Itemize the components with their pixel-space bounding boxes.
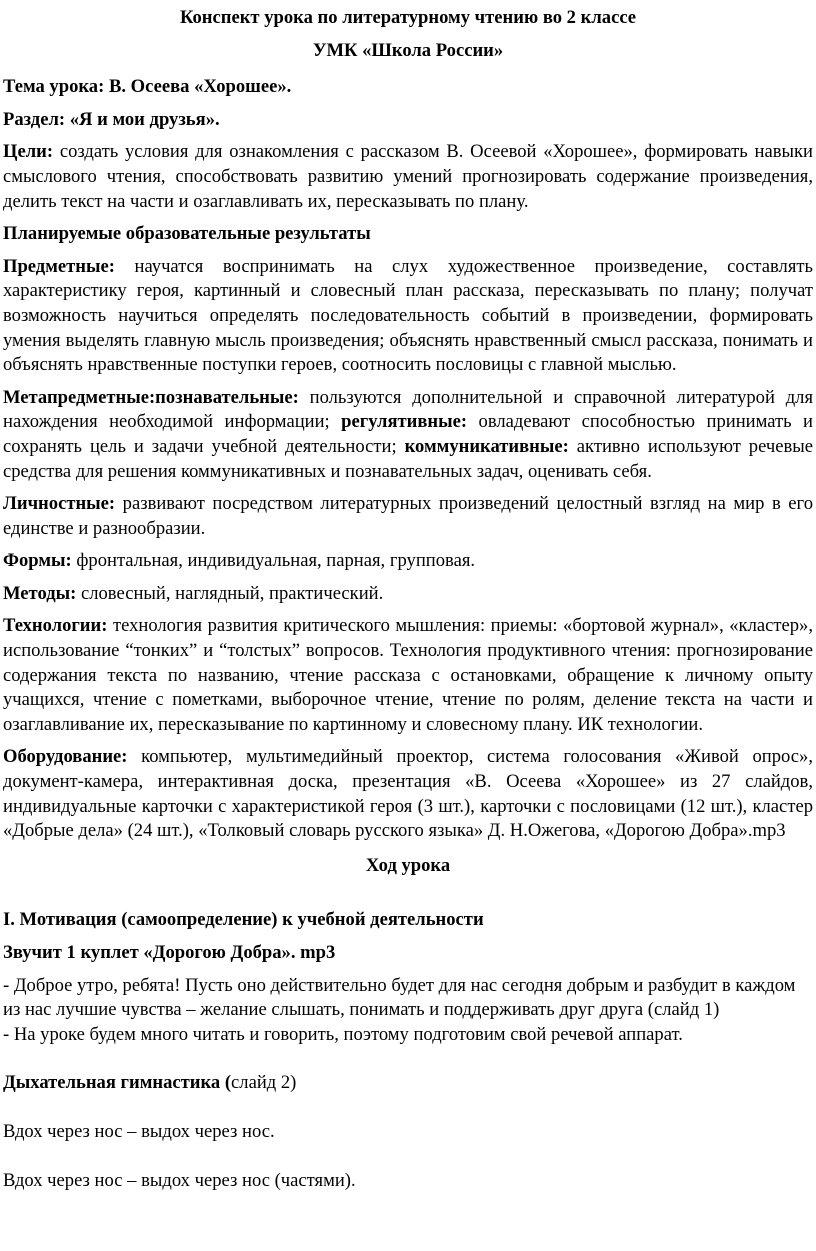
technologies-paragraph bbox=[3, 614, 813, 737]
subject-text: научатся воспринимать на слух художественное произведение, составлять характеристику героя, картинный и словесный план рассказа, пересказывать по плану; получат возможность научиться определять последовательность событий в произведении, формировать умения выделять главную мысль произведения; объяснять нравственный смысл рассказа, понимать и объяснять нравственные поступки героев, соотносить пословицы с главной мыслью. bbox=[3, 255, 813, 376]
forms-label: Формы: bbox=[3, 550, 72, 572]
lesson-flow-heading: Ход урока bbox=[365, 854, 451, 876]
technologies-label: Технологии: bbox=[3, 615, 108, 637]
stage1-heading-text: I. Мотивация (самоопределение) к учебной деятельности bbox=[3, 909, 484, 931]
personal-label: Личностные: bbox=[3, 493, 116, 515]
topic-line bbox=[3, 75, 813, 100]
methods-line bbox=[3, 582, 813, 607]
equipment-paragraph bbox=[3, 745, 813, 843]
subject-label: Предметные: bbox=[3, 255, 115, 277]
planned-results-heading bbox=[3, 222, 813, 247]
song-text: Звучит 1 куплет «Дорогою Добра». mp3 bbox=[3, 942, 336, 963]
meta-results-paragraph bbox=[3, 386, 813, 484]
planned-results-text: Планируемые образовательные результаты bbox=[3, 223, 371, 245]
equipment-text: компьютер, мультимедийный проектор, система голосования «Живой опрос», документ-камера, интерактивная доска, презентация «В. Осеева «Хорошее» из 27 слайдов, индивидуальные карточки с характеристикой героя (3 шт.), карточки с пословицами (12 шт.), кластер «Добрые дела» (24 шт.), «Толковый словарь русского языка» Д. Н.Ожегова, «Дорогою Добра».mp3 bbox=[3, 746, 813, 842]
topic-value: В. Осеева «Хорошее». bbox=[104, 76, 292, 98]
document-title: Конспект урока по литературному чтению во 2 классе bbox=[179, 7, 637, 28]
meta-text-cognitive: пользуются дополнительной и справочной литературой для нахождения необходимой информации; bbox=[3, 386, 813, 433]
greeting-paragraph: - Доброе утро, ребята! Пусть оно действительно будет для нас сегодня добрым и разбудит в каждом из нас лучшие чувства – желание слышать, понимать и поддерживать друг друга (слайд 1) bbox=[3, 974, 796, 1021]
song-line bbox=[3, 941, 813, 966]
stage1-heading bbox=[3, 908, 813, 933]
meta-text-communicative: активно используют речевые средства для решения коммуникативных и познавательных задач, оценивать себя. bbox=[3, 435, 813, 482]
umk-line: УМК «Школа России» bbox=[312, 39, 504, 61]
section-text: Раздел: «Я и мои друзья». bbox=[3, 108, 220, 130]
goals-label: Цели: bbox=[3, 141, 54, 163]
forms-line bbox=[3, 549, 813, 574]
meta-label-communicative: коммуникативные: bbox=[404, 435, 569, 457]
meta-label-cognitive: Метапредметные:познавательные: bbox=[3, 386, 299, 408]
personal-text: развивают посредством литературных произведений целостный взгляд на мир в его единстве и разнообразии. bbox=[3, 493, 813, 539]
subject-results-paragraph bbox=[3, 255, 813, 378]
methods-text: словесный, наглядный, практический. bbox=[76, 582, 384, 604]
section-line bbox=[3, 108, 813, 133]
exercise-line-1: Вдох через нос – выдох через нос. bbox=[3, 1120, 275, 1142]
speech-prep-line: - На уроке будем много читать и говорить, поэтому подготовим свой речевой аппарат. bbox=[3, 1023, 683, 1045]
equipment-label: Оборудование: bbox=[3, 746, 128, 768]
methods-label: Методы: bbox=[3, 582, 77, 604]
breathing-slide: слайд 2) bbox=[231, 1072, 297, 1094]
goals-paragraph bbox=[3, 140, 813, 214]
breathing-label: Дыхательная гимнастика ( bbox=[3, 1072, 232, 1094]
technologies-text: технология развития критического мышления: приемы: «бортовой журнал», «кластер», использование “тонких” и “толстых” вопросов. Технология продуктивного чтения: прогнозирование содержания текста по названию, чтение рассказа с остановками, обращение к личному опыту учащихся, чтение с пометками, выборочное чтение, чтение по ролям, деление текста на части и озаглавливание их, пересказывание по картинному и словесному плану. ИК технологии. bbox=[3, 615, 813, 735]
topic-label: Тема урока: bbox=[3, 76, 105, 98]
meta-text-regulative: овладевают способностью принимать и сохранять цель и задачи учебной деятельности; bbox=[3, 411, 814, 457]
forms-text: фронтальная, индивидуальная, парная, групповая. bbox=[71, 550, 476, 572]
breathing-heading bbox=[3, 1071, 813, 1096]
goals-text: создать условия для ознакомления с рассказом В. Осеевой «Хорошее», формировать навыки смыслового чтения, способствовать развитию умений прогнозировать содержание произведения, делить текст на части и озаглавливать их, пересказывать по плану. bbox=[3, 141, 813, 212]
personal-results-paragraph bbox=[3, 492, 813, 541]
exercise-line-2: Вдох через нос – выдох через нос (частями). bbox=[3, 1169, 356, 1191]
meta-label-regulative: регулятивные: bbox=[341, 411, 468, 433]
